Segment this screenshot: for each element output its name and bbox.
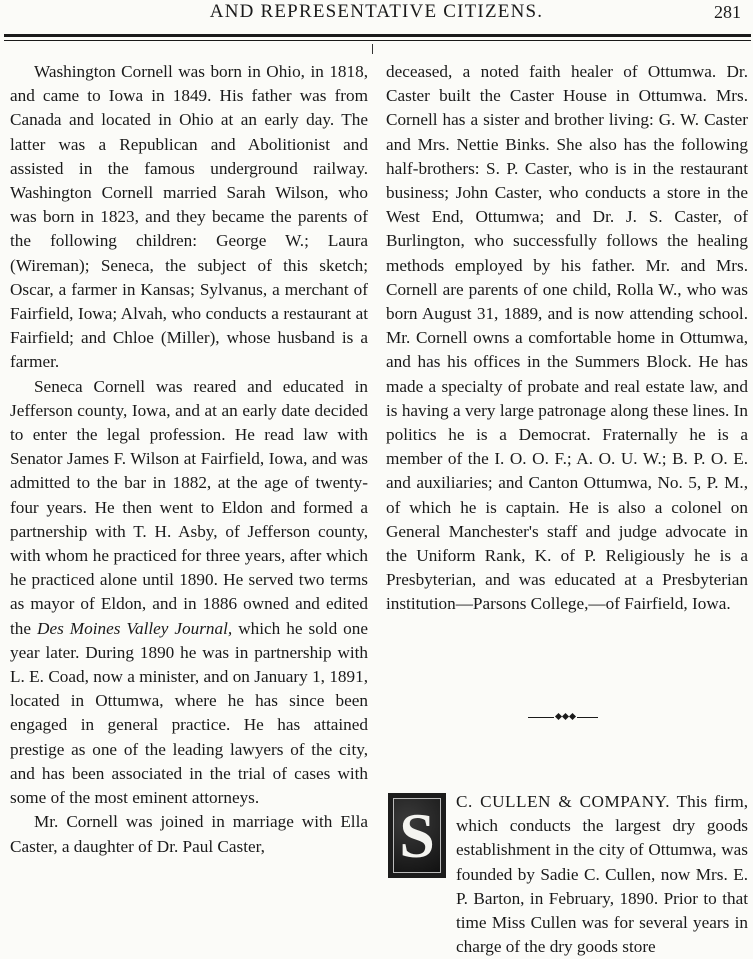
cullen-text: This firm, which conducts the largest dry goods establishment in the city of Ottumwa, was founded by Sadie C. Cullen, now Mrs. E. P. Barton, in February, 1890. Prior to that time Miss Cullen was for several years in charge of the dry goods store	[456, 792, 748, 957]
page-header	[0, 0, 753, 34]
header-rule-thick	[4, 34, 751, 37]
cullen-company-section	[388, 790, 748, 959]
paragraph-seneca-cornell-part1: Seneca Cornell was reared and educated in Jefferson county, Iowa, and at an early date decided to enter the legal profession. He read law with Senator James F. Wilson at Fairfield, Iowa, and was admitted to the bar in 1882, at the age of twenty-four years. He then went to Eldon and formed a partnership with T. H. Asby, of Jefferson county, with whom he practiced for three years, after which he practiced alone until 1890. He served two terms as mayor of Eldon, and in 1886 owned and edited the	[10, 376, 368, 638]
running-title: AND REPRESENTATIVE CITIZENS.	[209, 1, 544, 22]
paragraph-caster-family: deceased, a noted faith healer of Ottumwa. Dr. Caster built the Caster House in Ottumwa. Mrs. Cornell has a sister and brother living: G. W. Caster and Mrs. Nettie Binks. She also has the following half-brothers: S. P. Caster, who is in the restaurant business; John Caster, who conducts a store in the West End, Ottumwa; and Dr. J. S. Caster, of Burlington, who successfully follows the healing methods employed by his father. Mr. and Mrs. Cornell are parents of one child, Rolla W., who was born August 31, 1889, and is now attending school. Mr. Cornell owns a comfortable home in Ottumwa, and has his offices in the Summers Block. He has made a specialty of probate and real estate law, and is having a very large patronage along these lines. In politics he is a Democrat. Fraternally he is a member of the I. O. O. F.; A. O. U. W.; B. P. O. E. and auxiliaries; and Canton Ottumwa, No. 5, P. M., of which he is captain. He is also a colonel on General Manchester's staff and judge advocate in the Uniform Rank, K. of P. Religiously he is a Presbyterian, and was educated at a Presbyterian institution—Parsons College,—of Fairfield, Iowa.	[386, 62, 748, 614]
left-column	[10, 60, 368, 859]
paragraph-seneca-cornell	[10, 375, 368, 811]
column-divider-mark	[372, 44, 373, 54]
paragraph-marriage: Mr. Cornell was joined in marriage with Ella Caster, a daughter of Dr. Paul Caster,	[10, 812, 368, 856]
page-number: 281	[714, 2, 741, 22]
cullen-heading: C. CULLEN & COMPANY.	[456, 792, 671, 811]
header-rule-thin	[4, 40, 751, 41]
paragraph-washington-cornell: Washington Cornell was born in Ohio, in 1818, and came to Iowa in 1849. His father was from Canada and located in Ohio at an early day. The latter was a Republican and Abolitionist and assisted in the famous underground railway. Washington Cornell married Sarah Wilson, who was born in 1823, and they became the parents of the following children: George W.; Laura (Wireman); Seneca, the subject of this sketch; Oscar, a farmer in Kansas; Sylvanus, a merchant of Fairfield, Iowa; Alvah, who conducts a restaurant at Fairfield; and Chloe (Miller), whose husband is a farmer.	[10, 62, 368, 372]
section-ornament	[528, 712, 598, 722]
paragraph-seneca-cornell-part2: which he sold one year later. During 1890 he was in partnership with L. E. Coad, now a minister, and on January 1, 1891, located in Ottumwa, where he has since been engaged in general practice. He has attained prestige as one of the leading lawyers of the city, and has been associated in the trial of cases with some of the most eminent attorneys.	[10, 618, 368, 808]
newspaper-title: Des Moines Valley Journal,	[37, 618, 233, 638]
dropcap-letter: S	[399, 799, 435, 871]
right-column	[386, 60, 748, 617]
